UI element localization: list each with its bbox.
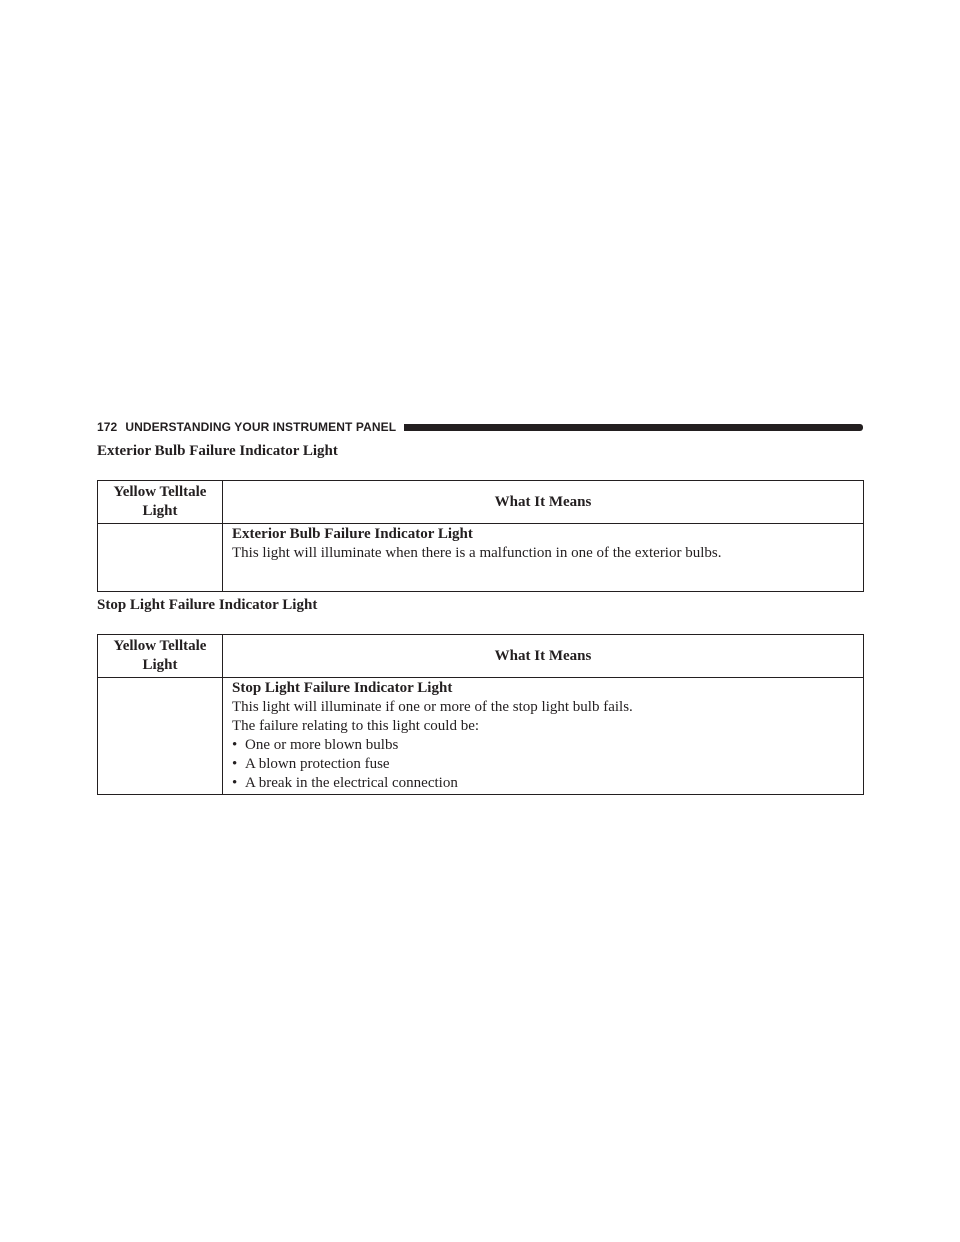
list-item [232,774,853,793]
list-item-text: A blown protection fuse [245,756,390,772]
col-header-what-it-means: What It Means [223,635,864,678]
meaning-cell [223,678,864,795]
failure-causes-list [232,736,853,793]
list-item-text: A break in the electrical connection [245,775,458,791]
row-description: This light will illuminate when there is a malfunction in one of the exterior bulbs. [232,545,722,561]
col-header-yellow-telltale: Yellow Telltale Light [98,481,223,524]
row-description-1: This light will illuminate if one or more of the stop light bulb fails. [232,699,633,715]
table-row [98,678,864,795]
page-header [97,419,863,435]
bullet-icon: • [232,737,238,753]
section-heading-stop-light: Stop Light Failure Indicator Light [97,597,318,613]
chapter-title: UNDERSTANDING YOUR INSTRUMENT PANEL [125,420,397,434]
list-item-text: One or more blown bulbs [245,737,399,753]
header-rule [404,424,863,431]
exterior-bulb-table [97,480,864,592]
list-item [232,755,853,774]
table-header-row [98,635,864,678]
table-row [98,524,864,592]
row-title: Exterior Bulb Failure Indicator Light [232,526,473,542]
bullet-icon: • [232,775,238,791]
table-header-row [98,481,864,524]
row-description-2: The failure relating to this light could be: [232,718,480,734]
telltale-icon-cell [98,524,223,592]
bullet-icon: • [232,756,238,772]
page-number: 172 [97,420,118,434]
col-header-yellow-telltale: Yellow Telltale Light [98,635,223,678]
meaning-cell [223,524,864,592]
col-header-what-it-means: What It Means [223,481,864,524]
list-item [232,736,853,755]
section-heading-exterior-bulb: Exterior Bulb Failure Indicator Light [97,443,338,459]
row-title: Stop Light Failure Indicator Light [232,680,453,696]
telltale-icon-cell [98,678,223,795]
stop-light-table [97,634,864,795]
